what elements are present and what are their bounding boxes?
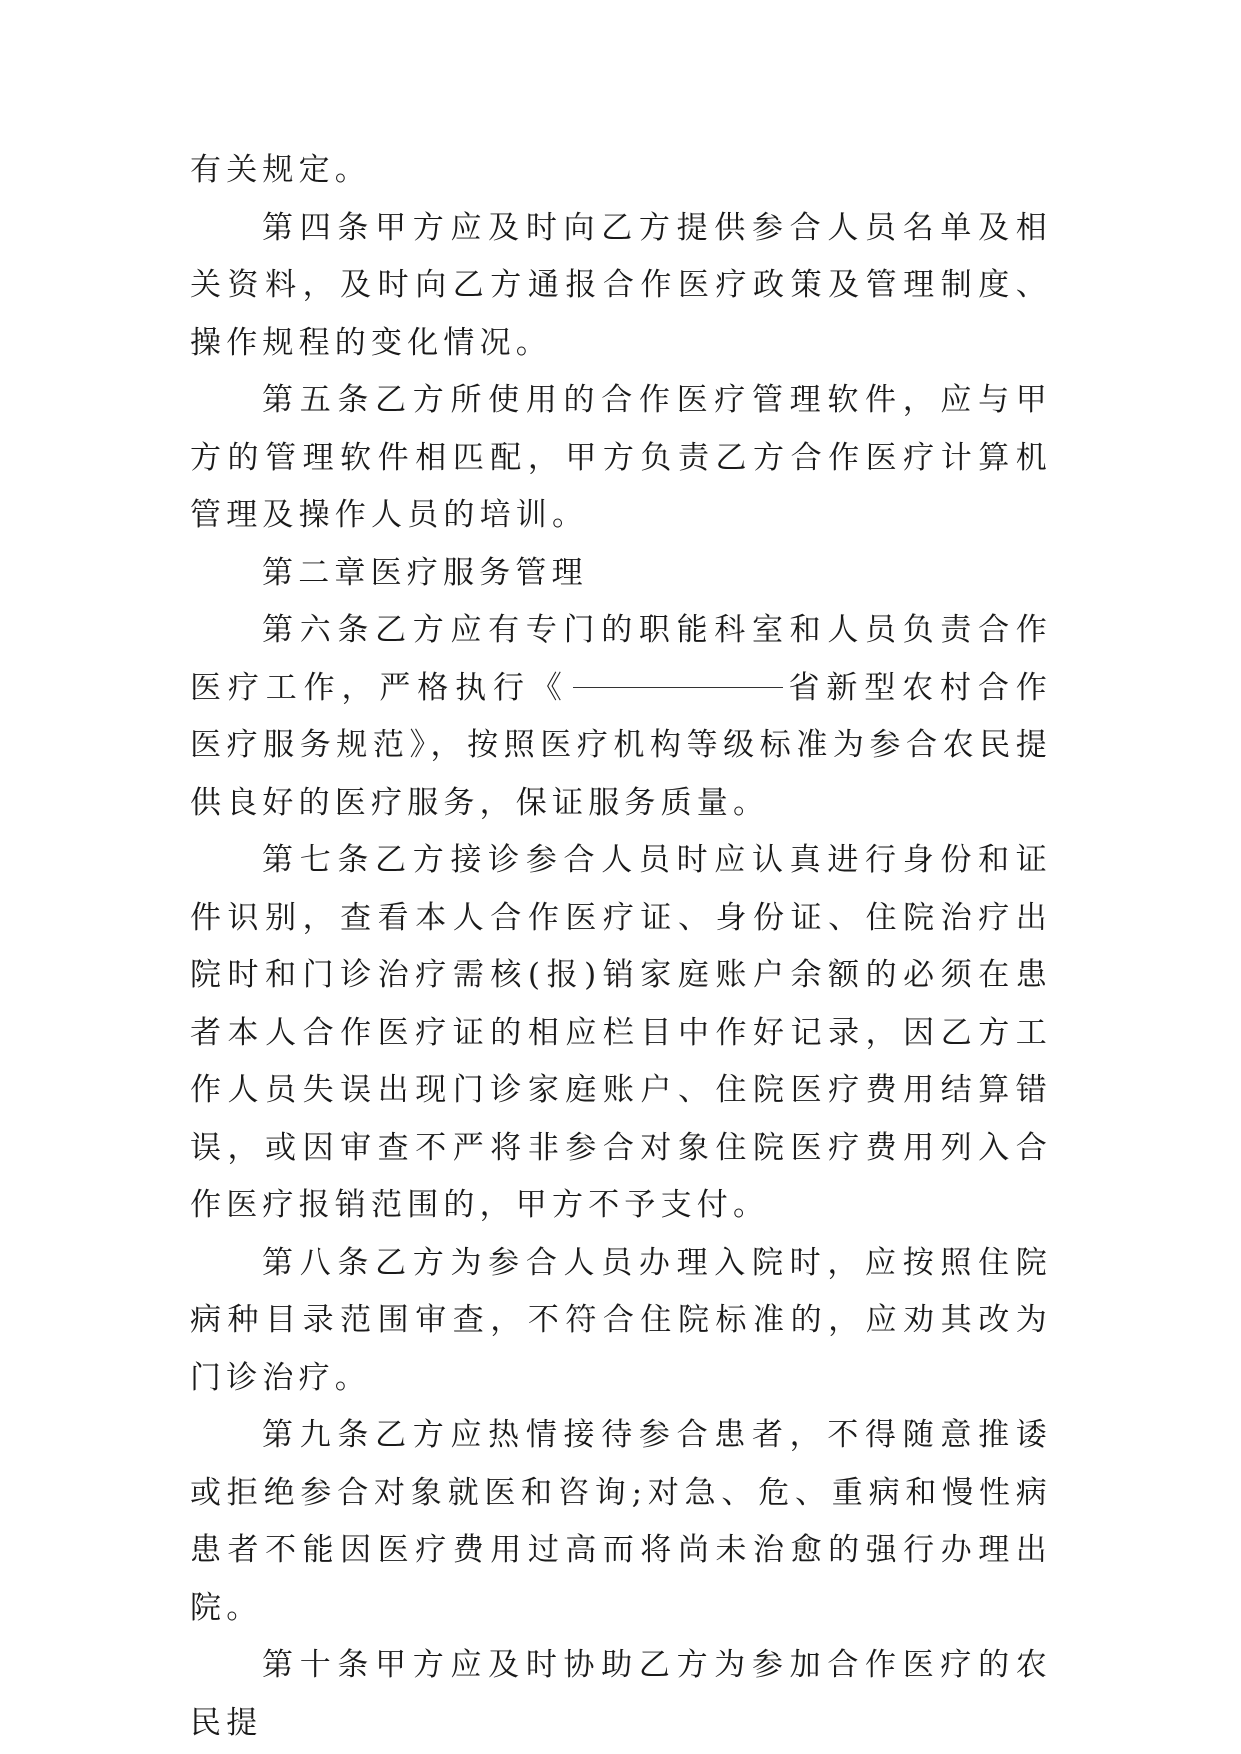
- article-4: 第四条甲方应及时向乙方提供参合人员名单及相关资料，及时向乙方通报合作医疗政策及管理制度、操作规程的变化情况。: [190, 209, 1052, 361]
- article-10: 第十条甲方应及时协助乙方为参加合作医疗的农民提: [190, 1647, 1052, 1741]
- fill-in-blank: [573, 686, 783, 688]
- document-page: [190, 142, 1052, 1752]
- article-9: 第九条乙方应热情接待参合患者，不得随意推诿或拒绝参合对象就医和咨询;对急、危、重病和慢性病患者不能因医疗费用过高而将尚未治愈的强行办理出院。: [190, 1417, 1052, 1626]
- article-8: 第八条乙方为参合人员办理入院时，应按照住院病种目录范围审查，不符合住院标准的，应劝其改为门诊治疗。: [190, 1244, 1052, 1396]
- article-6: [190, 602, 1052, 832]
- article-6-text-end: 省新型农村合作医疗服务规范》，按照医疗机构等级标准为参合农民提供良好的医疗服务，保证服务质量。: [190, 669, 1053, 821]
- article-7: 第七条乙方接诊参合人员时应认真进行身份和证件识别，查看本人合作医疗证、身份证、住院治疗出院时和门诊治疗需核(报)销家庭账户余额的必须在患者本人合作医疗证的相应栏目中作好记录，因乙方工作人员失误出现门诊家庭账户、住院医疗费用结算错误，或因审查不严将非参合对象住院医疗费用列入合作医疗报销范围的，甲方不予支付。: [190, 842, 1052, 1223]
- paragraph-continuation: 有关规定。: [190, 152, 371, 188]
- chapter-2-heading: 第二章医疗服务管理: [262, 554, 588, 591]
- article-5: 第五条乙方所使用的合作医疗管理软件，应与甲方的管理软件相匹配，甲方负责乙方合作医疗计算机管理及操作人员的培训。: [190, 382, 1052, 533]
- article-6-text-start: 第六条乙方应有专门的职能科室和人员负责合作医疗工作，严格执行《: [190, 612, 1052, 706]
